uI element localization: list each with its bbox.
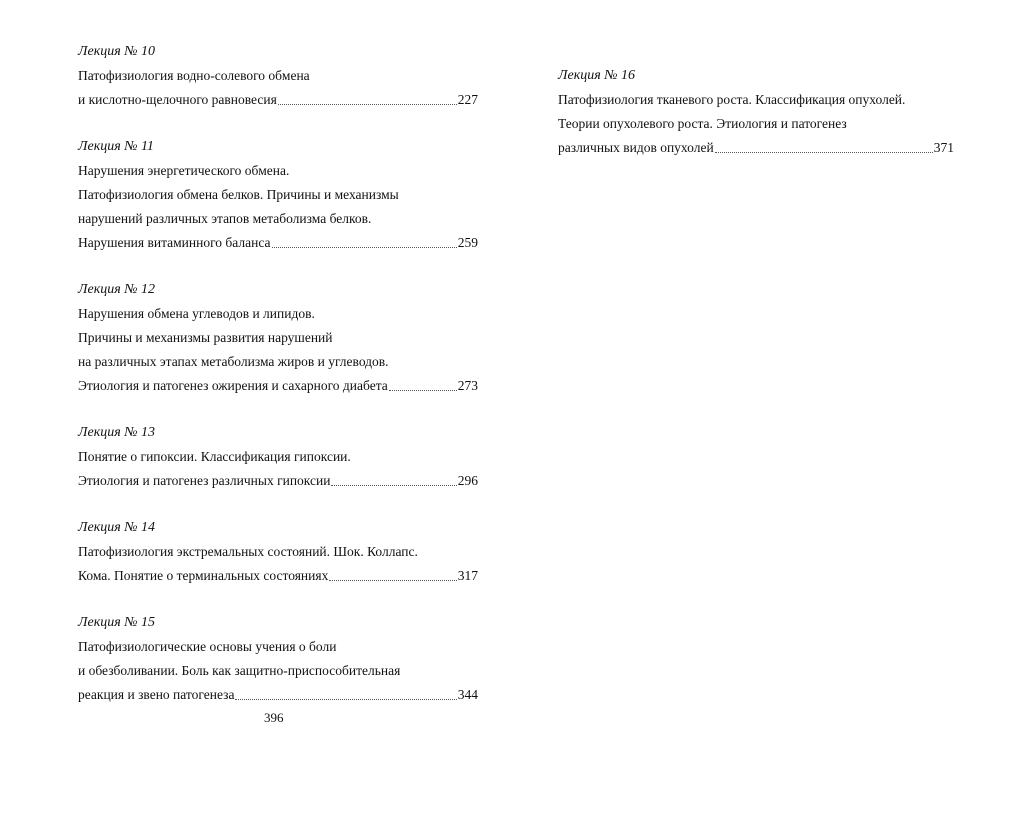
entry-page-number: 273 [457, 378, 478, 393]
entry-page-number: 227 [457, 92, 478, 107]
toc-entry-lecture-13 [78, 421, 478, 493]
dot-leader [389, 389, 457, 391]
entry-heading: Лекция № 13 [78, 425, 155, 440]
dot-leader [235, 698, 456, 700]
toc-entry-lecture-16 [558, 64, 954, 160]
dot-leader [331, 484, 456, 486]
entry-line: Патофизиологические основы учения о боли [78, 639, 337, 654]
entry-line: Нарушения энергетического обмена. [78, 163, 290, 178]
entry-line: Причины и механизмы развития нарушений [78, 330, 333, 345]
entry-line: реакция и звено патогенеза [78, 687, 235, 702]
entry-heading: Лекция № 16 [558, 68, 635, 83]
dot-leader [272, 246, 457, 248]
page-number: 396 [264, 710, 284, 725]
toc-entry-lecture-10 [78, 40, 478, 112]
entry-page-number: 371 [933, 140, 954, 155]
entry-line: Патофизиология обмена белков. Причины и механизмы [78, 187, 399, 202]
entry-page-number: 317 [457, 568, 478, 583]
entry-page-number: 344 [457, 687, 478, 702]
entry-line: Патофизиология экстремальных состояний. Шок. Коллапс. [78, 544, 418, 559]
toc-entry-lecture-11 [78, 135, 478, 255]
dot-leader [278, 103, 457, 105]
entry-last-line [78, 374, 478, 398]
entry-line: и обезболивании. Боль как защитно-приспособительная [78, 663, 401, 678]
entry-line: Патофизиология водно-солевого обмена [78, 68, 310, 83]
entry-line: Нарушения обмена углеводов и липидов. [78, 306, 315, 321]
entry-heading: Лекция № 11 [78, 139, 154, 154]
entry-line: Этиология и патогенез различных гипоксии [78, 473, 331, 488]
entry-page-number: 296 [457, 473, 478, 488]
entry-heading: Лекция № 12 [78, 282, 155, 297]
toc-entry-lecture-14 [78, 516, 478, 588]
toc-left-column [78, 40, 478, 730]
toc-entry-lecture-12 [78, 278, 478, 398]
dot-leader [715, 151, 933, 153]
entry-page-number: 259 [457, 235, 478, 250]
dot-leader [329, 579, 456, 581]
entry-last-line [78, 469, 478, 493]
toc-right-column [558, 64, 954, 183]
entry-line: Этиология и патогенез ожирения и сахарного диабета [78, 378, 388, 393]
entry-last-line [78, 564, 478, 588]
entry-line: нарушений различных этапов метаболизма белков. [78, 211, 372, 226]
entry-line: Патофизиология тканевого роста. Классификация опухолей. [558, 92, 906, 107]
entry-heading: Лекция № 14 [78, 520, 155, 535]
toc-entry-lecture-15 [78, 611, 478, 707]
entry-last-line [78, 683, 478, 707]
entry-line: Понятие о гипоксии. Классификация гипоксии. [78, 449, 351, 464]
entry-heading: Лекция № 10 [78, 44, 155, 59]
entry-line: Кома. Понятие о терминальных состояниях [78, 568, 329, 583]
entry-last-line [78, 88, 478, 112]
entry-line: Теории опухолевого роста. Этиология и патогенез [558, 116, 847, 131]
entry-line: на различных этапах метаболизма жиров и углеводов. [78, 354, 389, 369]
entry-line: Нарушения витаминного баланса [78, 235, 271, 250]
entry-line: и кислотно-щелочного равновесия [78, 92, 277, 107]
entry-last-line [78, 231, 478, 255]
entry-line: различных видов опухолей [558, 140, 714, 155]
entry-heading: Лекция № 15 [78, 615, 155, 630]
entry-last-line [558, 136, 954, 160]
